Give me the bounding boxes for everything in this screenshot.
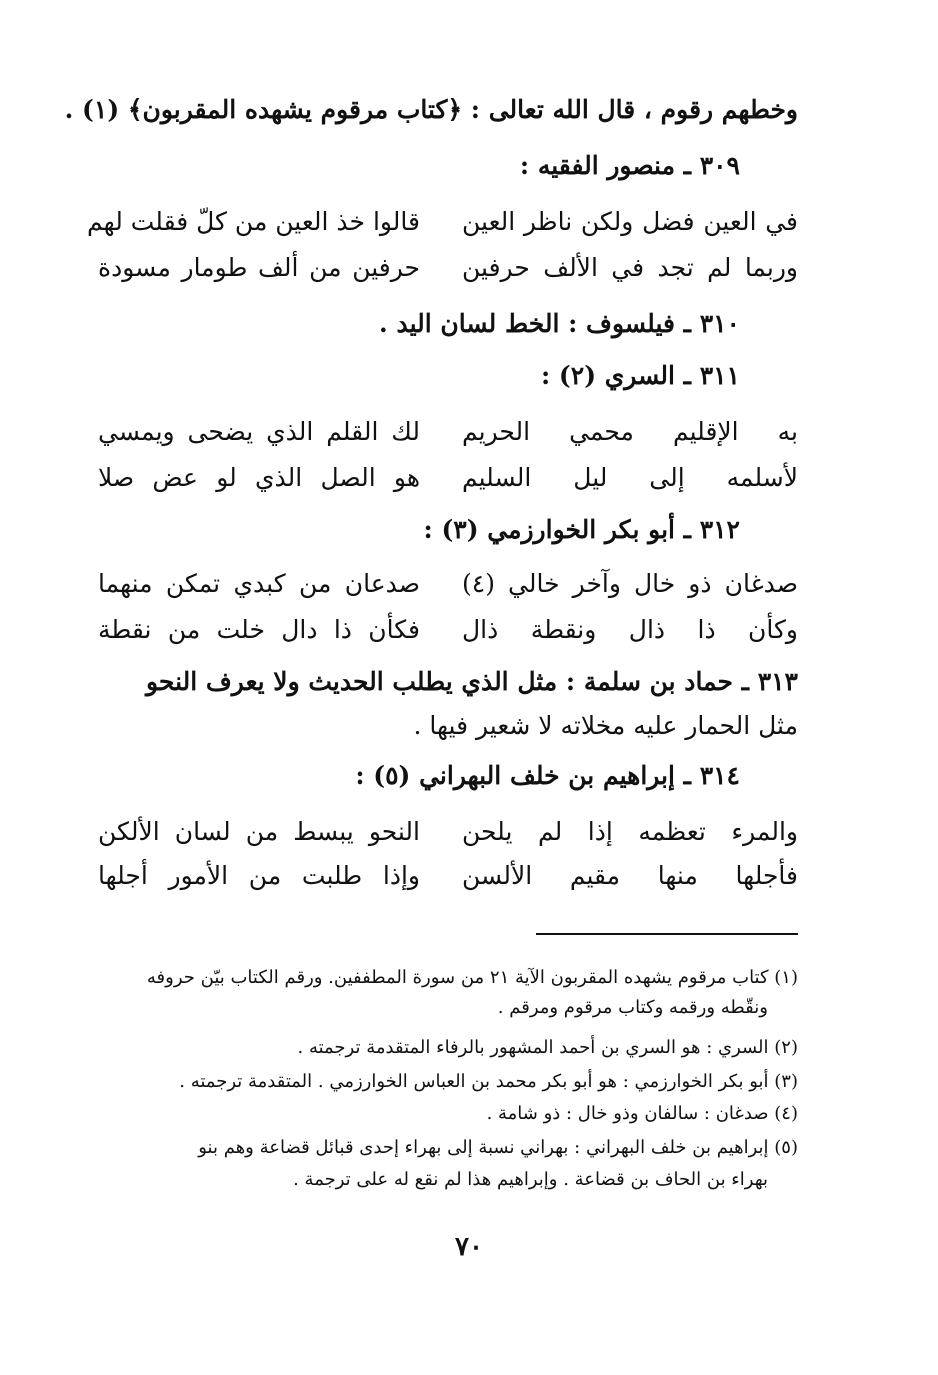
verse-309-2-first-hemistich: حرفين من ألف طومار مسودة [98, 253, 420, 282]
verse-309-1-first-hemistich: قالوا خذ العين من كلّ فقلت لهم [87, 207, 420, 236]
verse-314-1-second-hemistich: والمرء تعظمه إذا لم يلحن [462, 817, 798, 846]
entry-313-line-1: ٣١٣ ـ حماد بن سلمة : مثل الذي يطلب الحديث ولا يعرف النحو [146, 667, 798, 696]
verse-314-2-first-hemistich: وإذا طلبت من الأمور أجلها [98, 861, 420, 890]
entry-311-heading: ٣١١ ـ السري (٢) : [541, 361, 740, 390]
verse-314-1-first-hemistich: النحو يبسط من لسان الألكن [98, 817, 420, 846]
intro-line: وخطهم رقوم ، قال الله تعالى : ﴿كتاب مرقوم يشهده المقربون﴾ (١) . [64, 95, 798, 124]
verse-314-2-second-hemistich: فأجلها منها مقيم الألسن [462, 861, 798, 890]
footnote-1-line-2: ونقّطه ورقمه وكتاب مرقوم ومرقم . [497, 997, 768, 1018]
verse-309-2-second-hemistich: وربما لم تجد في الألف حرفين [462, 253, 798, 282]
entry-309-heading: ٣٠٩ ـ منصور الفقيه : [519, 151, 740, 180]
page-number: ٧٠ [455, 1232, 483, 1262]
verse-309-1-second-hemistich: في العين فضل ولكن ناظر العين [462, 207, 798, 236]
entry-312-heading: ٣١٢ ـ أبو بكر الخوارزمي (٣) : [423, 515, 740, 544]
verse-311-1-second-hemistich: به الإقليم محمي الحريم [462, 417, 798, 446]
entry-313-line-2: مثل الحمار عليه مخلاته لا شعير فيها . [413, 711, 798, 740]
verse-311-2-first-hemistich: هو الصل الذي لو عض صلا [98, 463, 420, 492]
footnote-3: (٣) أبو بكر الخوارزمي : هو أبو بكر محمد بن العباس الخوارزمي . المتقدمة ترجمته . [179, 1071, 798, 1092]
verse-312-2-first-hemistich: فكأن ذا دال خلت من نقطة [98, 615, 420, 644]
verse-312-1-second-hemistich: صدغان ذو خال وآخر خالي (٤) [462, 569, 798, 598]
verse-312-1-first-hemistich: صدعان من كبدي تمكن منهما [98, 569, 420, 598]
verse-311-1-first-hemistich: لك القلم الذي يضحى ويمسي [98, 417, 420, 446]
footnote-5-line-1: (٥) إبراهيم بن خلف البهراني : بهراني نسبة إلى بهراء إحدى قبائل قضاعة وهم بنو [198, 1137, 798, 1158]
entry-314-heading: ٣١٤ ـ إبراهيم بن خلف البهراني (٥) : [355, 761, 740, 790]
verse-312-2-second-hemistich: وكأن ذا ذال ونقطة ذال [462, 615, 798, 644]
entry-310: ٣١٠ ـ فيلسوف : الخط لسان اليد . [379, 309, 740, 338]
footnote-5-line-2: بهراء بن الحاف بن قضاعة . وإبراهيم هذا لم نقع له على ترجمة . [293, 1169, 768, 1190]
footnote-separator [536, 933, 798, 935]
footnote-4: (٤) صدغان : سالفان وذو خال : ذو شامة . [486, 1103, 798, 1124]
footnote-2: (٢) السري : هو السري بن أحمد المشهور بالرفاء المتقدمة ترجمته . [297, 1037, 798, 1058]
footnote-1-line-1: (١) كتاب مرقوم يشهده المقربون الآية ٢١ من سورة المطففين. ورقم الكتاب بيّن حروفه [146, 967, 798, 988]
verse-311-2-second-hemistich: لأسلمه إلى ليل السليم [462, 463, 798, 492]
